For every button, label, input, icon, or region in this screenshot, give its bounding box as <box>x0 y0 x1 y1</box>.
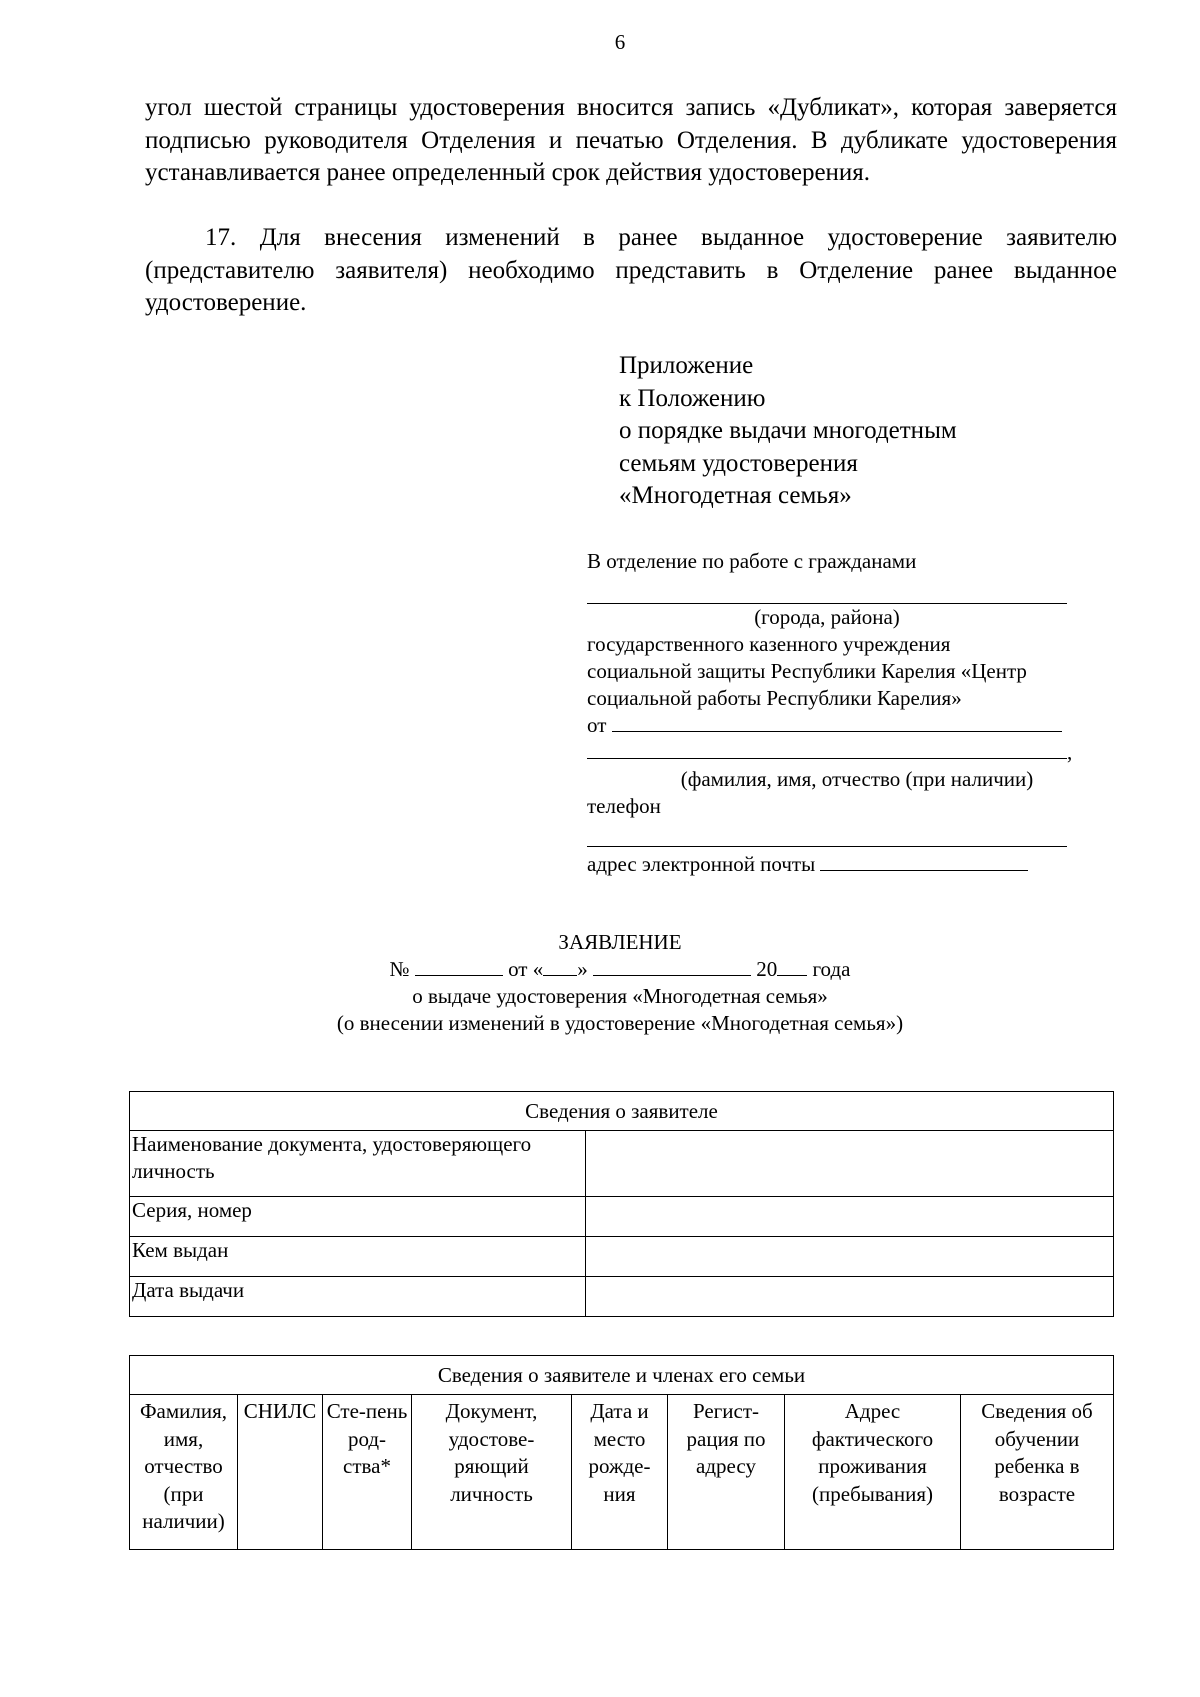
addressee-line: В отделение по работе с гражданами <box>587 549 917 573</box>
number-field[interactable] <box>415 957 503 976</box>
paragraph-duplicate: угол шестой страницы удостоверения вносится запись «Дубликат», которая заверяется подписью руководителя Отделения и печатью Отделения. В дубликате удостоверения устанавливается ранее определенный срок действия удостоверения. <box>145 94 1117 186</box>
row-label: Дата выдачи <box>130 1277 586 1317</box>
paragraph-17: 17. Для внесения изменений в ранее выданное удостоверение заявителю (представителю заявителя) необходимо представить в Отделение ранее выданное удостоверение. <box>145 224 1117 316</box>
year-prefix: 20 <box>756 957 778 981</box>
addressee-line: социальной работы Республики Карелия» <box>587 686 962 710</box>
table-row <box>130 1237 1114 1277</box>
title-heading: ЗАЯВЛЕНИЕ <box>558 930 682 954</box>
number-label: № <box>389 957 410 981</box>
date-from-label: от « <box>508 957 544 981</box>
appendix-line: о порядке выдачи многодетным <box>619 417 957 444</box>
applicant-table <box>129 1091 1114 1317</box>
application-title <box>0 929 1200 1037</box>
table-row <box>130 1277 1114 1317</box>
addressee-block <box>587 548 1097 878</box>
column-header: Сведения об обучении ребенка в возрасте <box>961 1395 1114 1550</box>
quote-close: » <box>577 957 588 981</box>
addressee-line: государственного казенного учреждения <box>587 632 951 656</box>
table-row <box>130 1197 1114 1237</box>
table-row <box>130 1131 1114 1197</box>
email-label: адрес электронной почты <box>587 852 816 876</box>
appendix-line: «Многодетная семья» <box>619 482 852 509</box>
column-header: Дата и место рожде-ния <box>572 1395 668 1550</box>
title-subject-alt: (о внесении изменений в удостоверение «Многодетная семья») <box>336 1011 904 1035</box>
column-header: Документ, удостове-ряющий личность <box>412 1395 572 1550</box>
addressee-line: социальной защиты Республики Карелия «Центр <box>587 659 1027 683</box>
value-cell[interactable] <box>586 1237 1114 1277</box>
row-label: Серия, номер <box>130 1197 586 1237</box>
phone-label: телефон <box>587 794 661 818</box>
phone-field[interactable] <box>587 820 1067 847</box>
row-label: Наименование документа, удостоверяющего личность <box>130 1131 586 1197</box>
column-header: Регист-рация по адресу <box>668 1395 785 1550</box>
comma: , <box>1067 740 1073 764</box>
year-field[interactable] <box>777 957 807 976</box>
applicant-table-header: Сведения о заявителе <box>130 1092 1114 1131</box>
column-header: Адрес фактического проживания (пребывания) <box>785 1395 961 1550</box>
month-field[interactable] <box>593 957 751 976</box>
appendix-line: к Положению <box>619 384 766 412</box>
table-header-row <box>130 1395 1114 1550</box>
value-cell[interactable] <box>586 1277 1114 1317</box>
column-header: Фамилия, имя, отчество (при наличии) <box>130 1395 238 1550</box>
city-caption: (города, района) <box>754 605 900 629</box>
appendix-heading <box>619 350 957 513</box>
fio-caption: (фамилия, имя, отчество (при наличии) <box>680 767 1034 791</box>
year-suffix: года <box>812 957 851 981</box>
column-header: Сте-пень род-ства* <box>323 1395 412 1550</box>
value-cell[interactable] <box>586 1197 1114 1237</box>
family-table <box>129 1355 1114 1550</box>
from-field-continued[interactable] <box>587 740 1067 759</box>
page-number: 6 <box>614 30 626 54</box>
city-field[interactable] <box>587 577 1067 604</box>
appendix-line: семьям удостоверения <box>619 449 858 477</box>
email-field[interactable] <box>820 852 1028 871</box>
title-subject: о выдаче удостоверения «Многодетная семья» <box>412 984 828 1008</box>
column-header: СНИЛС <box>238 1395 323 1550</box>
appendix-line: Приложение <box>619 352 754 379</box>
family-table-header: Сведения о заявителе и членах его семьи <box>130 1356 1114 1395</box>
day-field[interactable] <box>543 957 577 976</box>
from-label: от <box>587 713 607 737</box>
from-field[interactable] <box>612 713 1062 732</box>
row-label: Кем выдан <box>130 1237 586 1277</box>
value-cell[interactable] <box>586 1131 1114 1197</box>
